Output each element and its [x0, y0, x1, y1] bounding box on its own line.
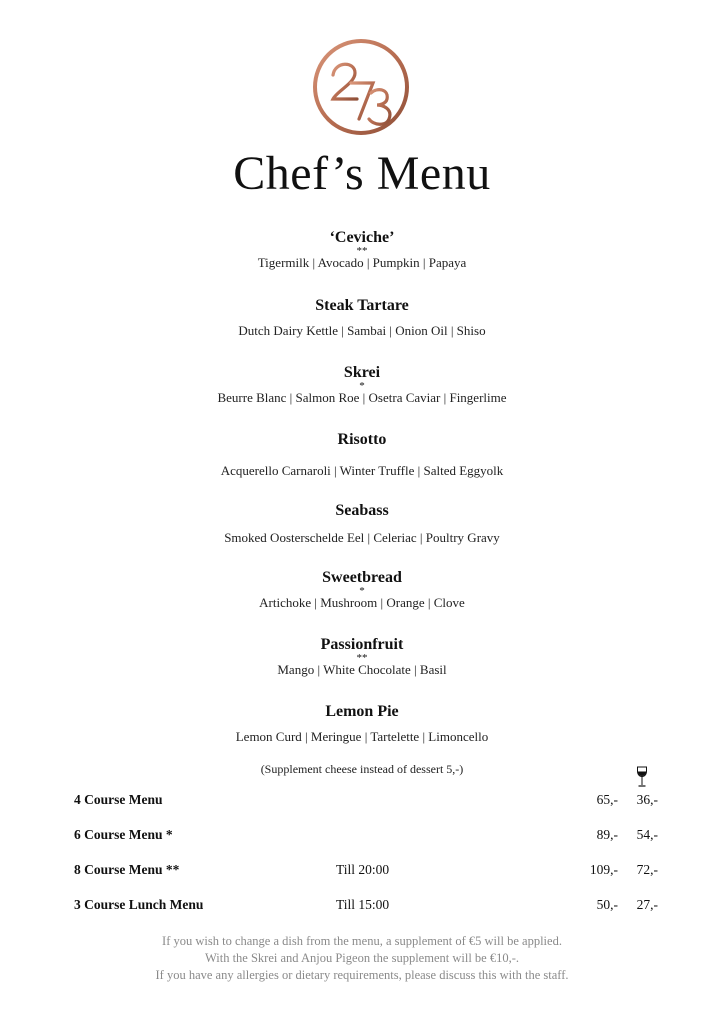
menu-time: Till 20:00 — [336, 862, 390, 877]
page-title: Chef’s Menu — [233, 147, 491, 200]
course-name: Risotto — [337, 431, 387, 448]
footer-notes — [0, 933, 724, 984]
menu-price: 89,- — [596, 827, 618, 842]
footer-line: If you wish to change a dish from the menu, a supplement of €5 will be applied. — [162, 934, 562, 948]
course-description: Lemon Curd | Meringue | Tartelette | Limoncello — [235, 729, 489, 744]
course-8 — [0, 703, 724, 745]
course-5 — [0, 502, 724, 546]
course-description: Mango | White Chocolate | Basil — [277, 662, 447, 677]
course-mark: * — [359, 585, 365, 597]
course-mark: * — [359, 380, 365, 392]
wine-price: 36,- — [636, 792, 658, 807]
course-name: Steak Tartare — [315, 297, 409, 314]
wine-price: 54,- — [636, 827, 658, 842]
course-description: Smoked Oosterschelde Eel | Celeriac | Poultry Gravy — [224, 530, 500, 545]
menu-name: 8 Course Menu ** — [74, 862, 180, 877]
supplement-note: (Supplement cheese instead of dessert 5,-) — [260, 762, 464, 776]
course-mark — [0, 315, 724, 323]
menu-name: 6 Course Menu * — [74, 827, 173, 842]
course-name: Passionfruit — [320, 636, 404, 653]
course-mark — [0, 721, 724, 729]
logo-text: 273 — [361, 135, 363, 136]
course-description: Acquerello Carnaroli | Winter Truffle | Salted Eggyolk — [220, 463, 504, 478]
course-description: Dutch Dairy Kettle | Sambai | Onion Oil | Shiso — [238, 323, 486, 338]
menu-time: Till 15:00 — [336, 897, 390, 912]
price-row-4-course — [0, 792, 724, 812]
course-mark — [0, 449, 724, 463]
course-1 — [0, 229, 724, 271]
course-description: Beurre Blanc | Salmon Roe | Osetra Caviar | Fingerlime — [217, 390, 507, 405]
menu-price: 65,- — [596, 792, 618, 807]
course-4 — [0, 431, 724, 479]
course-mark: ** — [356, 652, 368, 664]
wine-price: 72,- — [636, 862, 658, 877]
price-row-6-course — [0, 827, 724, 847]
course-name: ‘Ceviche’ — [329, 229, 395, 246]
footer-line: If you have any allergies or dietary requirements, please discuss this with the staff. — [155, 968, 569, 982]
course-7 — [0, 636, 724, 678]
course-name: Seabass — [335, 502, 389, 519]
course-description: Artichoke | Mushroom | Orange | Clove — [259, 595, 465, 610]
course-6 — [0, 569, 724, 611]
price-row-lunch — [0, 897, 724, 917]
price-row-8-course — [0, 862, 724, 882]
menu-name: 3 Course Lunch Menu — [74, 897, 204, 912]
menu-price: 50,- — [596, 897, 618, 912]
restaurant-273-logo — [311, 37, 411, 137]
menu-name: 4 Course Menu — [74, 792, 163, 807]
course-name: Lemon Pie — [325, 703, 399, 720]
course-name: Skrei — [343, 364, 381, 381]
footer-line: With the Skrei and Anjou Pigeon the supplement will be €10,-. — [204, 951, 520, 965]
course-description: Tigermilk | Avocado | Pumpkin | Papaya — [257, 255, 467, 270]
menu-price: 109,- — [589, 862, 618, 877]
wine-price: 27,- — [636, 897, 658, 912]
wine-glass-icon — [636, 766, 648, 788]
course-2 — [0, 297, 724, 339]
course-3 — [0, 364, 724, 406]
course-name: Sweetbread — [322, 569, 402, 586]
course-mark: ** — [356, 245, 368, 257]
course-mark — [0, 520, 724, 530]
